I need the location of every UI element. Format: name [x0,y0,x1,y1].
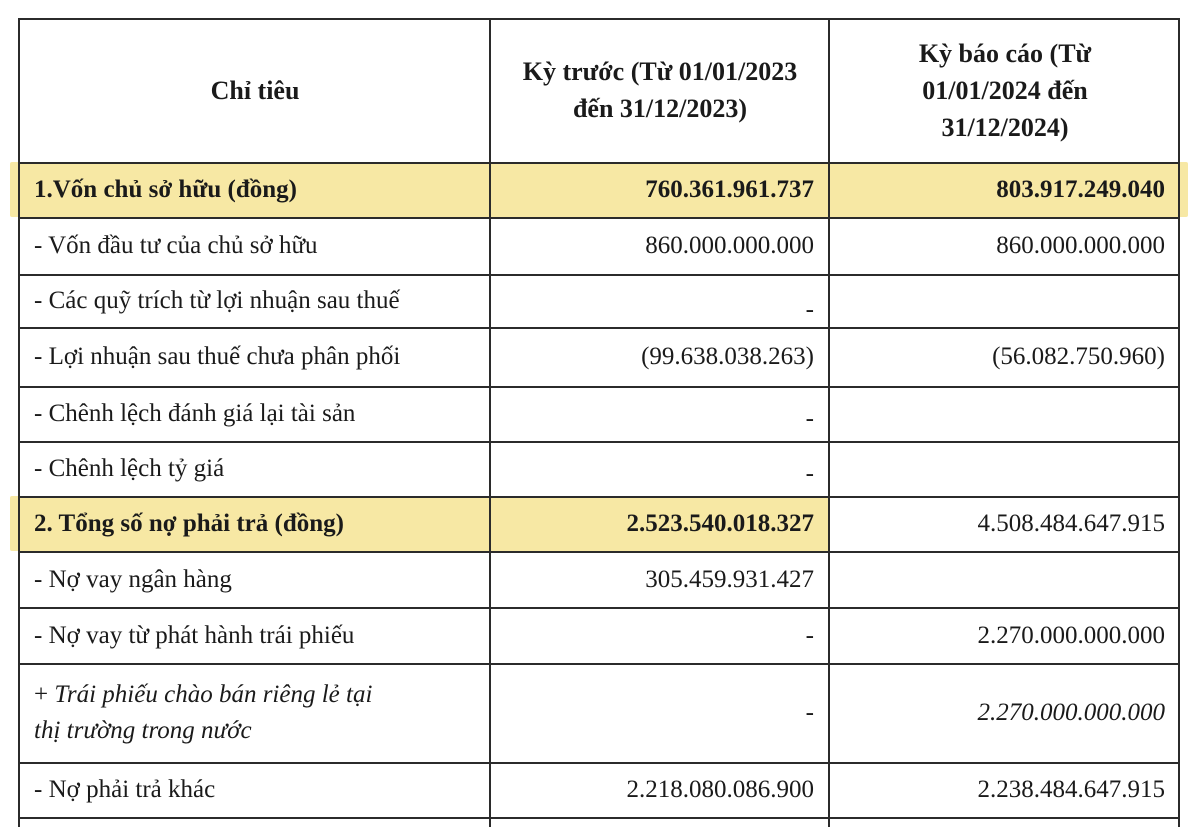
row-divider [18,817,1180,819]
row-label-equity: 1.Vốn chủ sở hữu (đồng) [34,176,297,203]
row-curr-equity: 803.917.249.040 [996,176,1165,203]
row-prev-value: - [805,405,814,432]
row-prev-value: - [805,699,814,726]
row-curr-value: 860.000.000.000 [996,232,1165,259]
header-report-line3: 31/12/2024) [941,112,1069,142]
row-label: - Lợi nhuận sau thuế chưa phân phối [34,343,401,370]
row-curr-value [832,387,1165,441]
row-curr-value: (56.082.750.960) [992,343,1165,370]
row-curr-value: 2.270.000.000.000 [977,699,1165,726]
row-label: - Chênh lệch đánh giá lại tài sản [34,400,356,427]
header-previous-line1: Kỳ trước (Từ 01/01/2023 [522,57,798,86]
row-label: - Nợ vay từ phát hành trái phiếu [34,621,355,649]
row-label: - Nợ phải trả khác [34,776,216,803]
header-report-period [830,18,1180,162]
row-curr-value: 2.270.000.000.000 [977,621,1165,649]
header-indicator-text: Chỉ tiêu [210,75,300,105]
row-curr-value [832,552,1165,607]
header-previous-period [492,18,828,162]
row-prev-value: 305.459.931.427 [645,565,814,593]
header-report-line1: Kỳ báo cáo (Từ [918,38,1092,68]
row-curr-value [832,442,1165,496]
row-prev-liabilities: 2.523.540.018.327 [626,510,814,537]
row-label-liabilities: 2. Tổng số nợ phải trả (đồng) [34,510,344,537]
row-label-line1: + Trái phiếu chào bán riêng lẻ tại [34,681,373,708]
row-prev-value: - [805,460,814,487]
row-label: - Vốn đầu tư của chủ sở hữu [34,232,318,259]
row-label: - Nợ vay ngân hàng [34,565,232,593]
header-report-line2: 01/01/2024 đến [922,75,1088,105]
row-prev-value: 2.218.080.086.900 [626,776,814,803]
row-label-line2: thị trường trong nước [34,717,252,744]
row-label-bonds-domestic [34,664,484,762]
row-prev-value: - [805,621,814,649]
row-curr-value [832,275,1165,327]
row-prev-equity: 760.361.961.737 [645,176,814,203]
row-curr-value: 2.238.484.647.915 [977,776,1165,803]
row-prev-value: (99.638.038.263) [641,343,814,370]
row-label: - Các quỹ trích từ lợi nhuận sau thuế [34,287,400,314]
row-curr-liabilities: 4.508.484.647.915 [977,510,1165,537]
row-label: - Chênh lệch tỷ giá [34,455,225,482]
row-prev-value: 860.000.000.000 [645,232,814,259]
header-previous-line2: đến 31/12/2023) [572,94,748,123]
header-indicator [20,18,490,162]
row-prev-value: - [805,296,814,323]
